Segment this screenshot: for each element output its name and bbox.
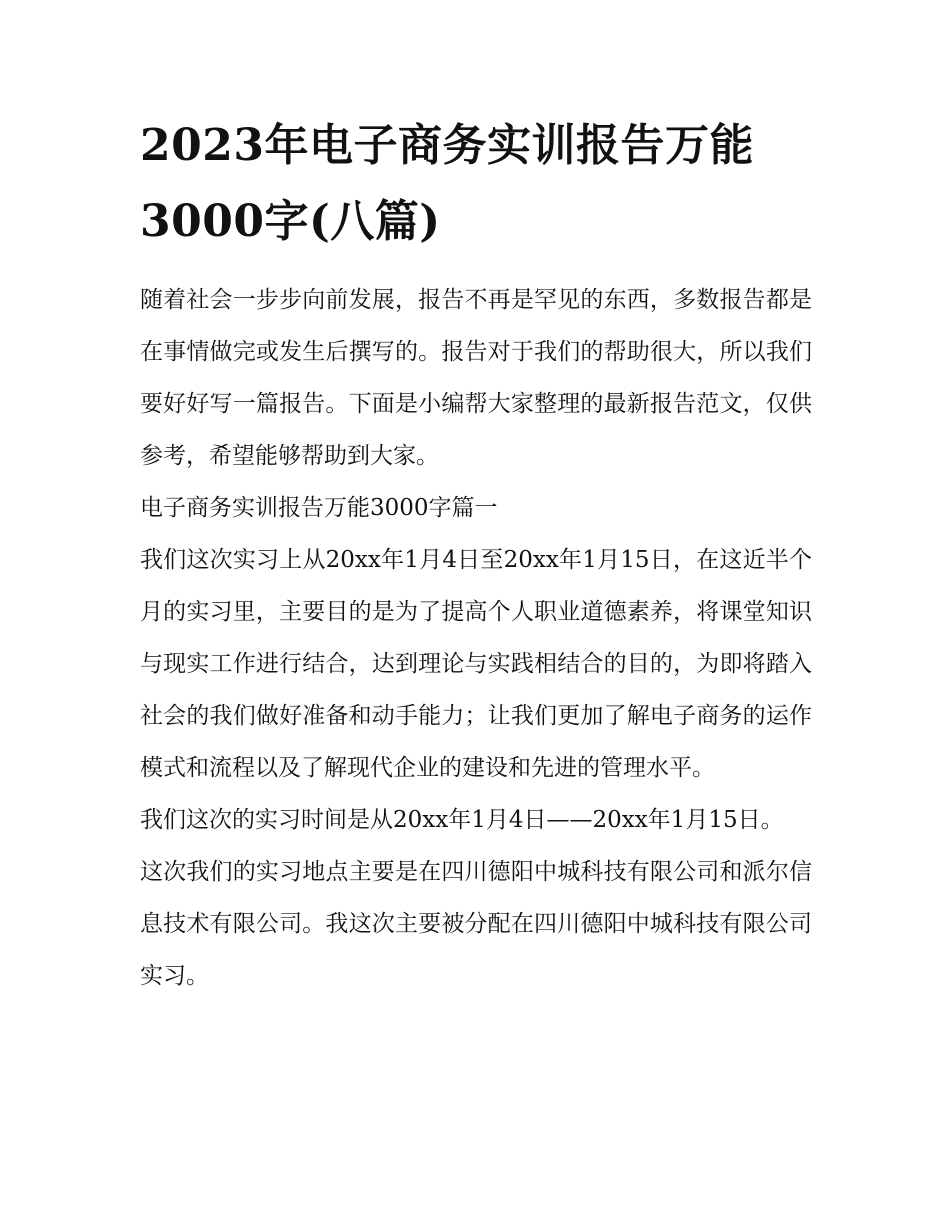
intro-paragraph: 随着社会一步步向前发展，报告不再是罕见的东西，多数报告都是在事情做完或发生后撰写的。报告对于我们的帮助很大，所以我们要好好写一篇报告。下面是小编帮大家整理的最新报告范文，仅供参考，希望能够帮助到大家。 (140, 287, 812, 469)
document-title: 2023年电子商务实训报告万能3000字(八篇) (140, 120, 754, 247)
body-paragraph: 这次我们的实习地点主要是在四川德阳中城科技有限公司和派尔信息技术有限公司。我这次主要被分配在四川德阳中城科技有限公司实习。 (140, 859, 812, 989)
body-paragraph: 我们这次实习上从20xx年1月4日至20xx年1月15日，在这近半个月的实习里，主要目的是为了提高个人职业道德素养，将课堂知识与现实工作进行结合，达到理论与实践相结合的目的，为即将踏入社会的我们做好准备和动手能力；让我们更加了解电子商务的运作模式和流程以及了解现代企业的建设和先进的管理水平。 (140, 547, 812, 781)
section-heading: 电子商务实训报告万能3000字篇一 (140, 495, 498, 521)
body-paragraph: 我们这次的实习时间是从20xx年1月4日——20xx年1月15日。 (140, 807, 784, 833)
document-page (140, 108, 812, 1002)
